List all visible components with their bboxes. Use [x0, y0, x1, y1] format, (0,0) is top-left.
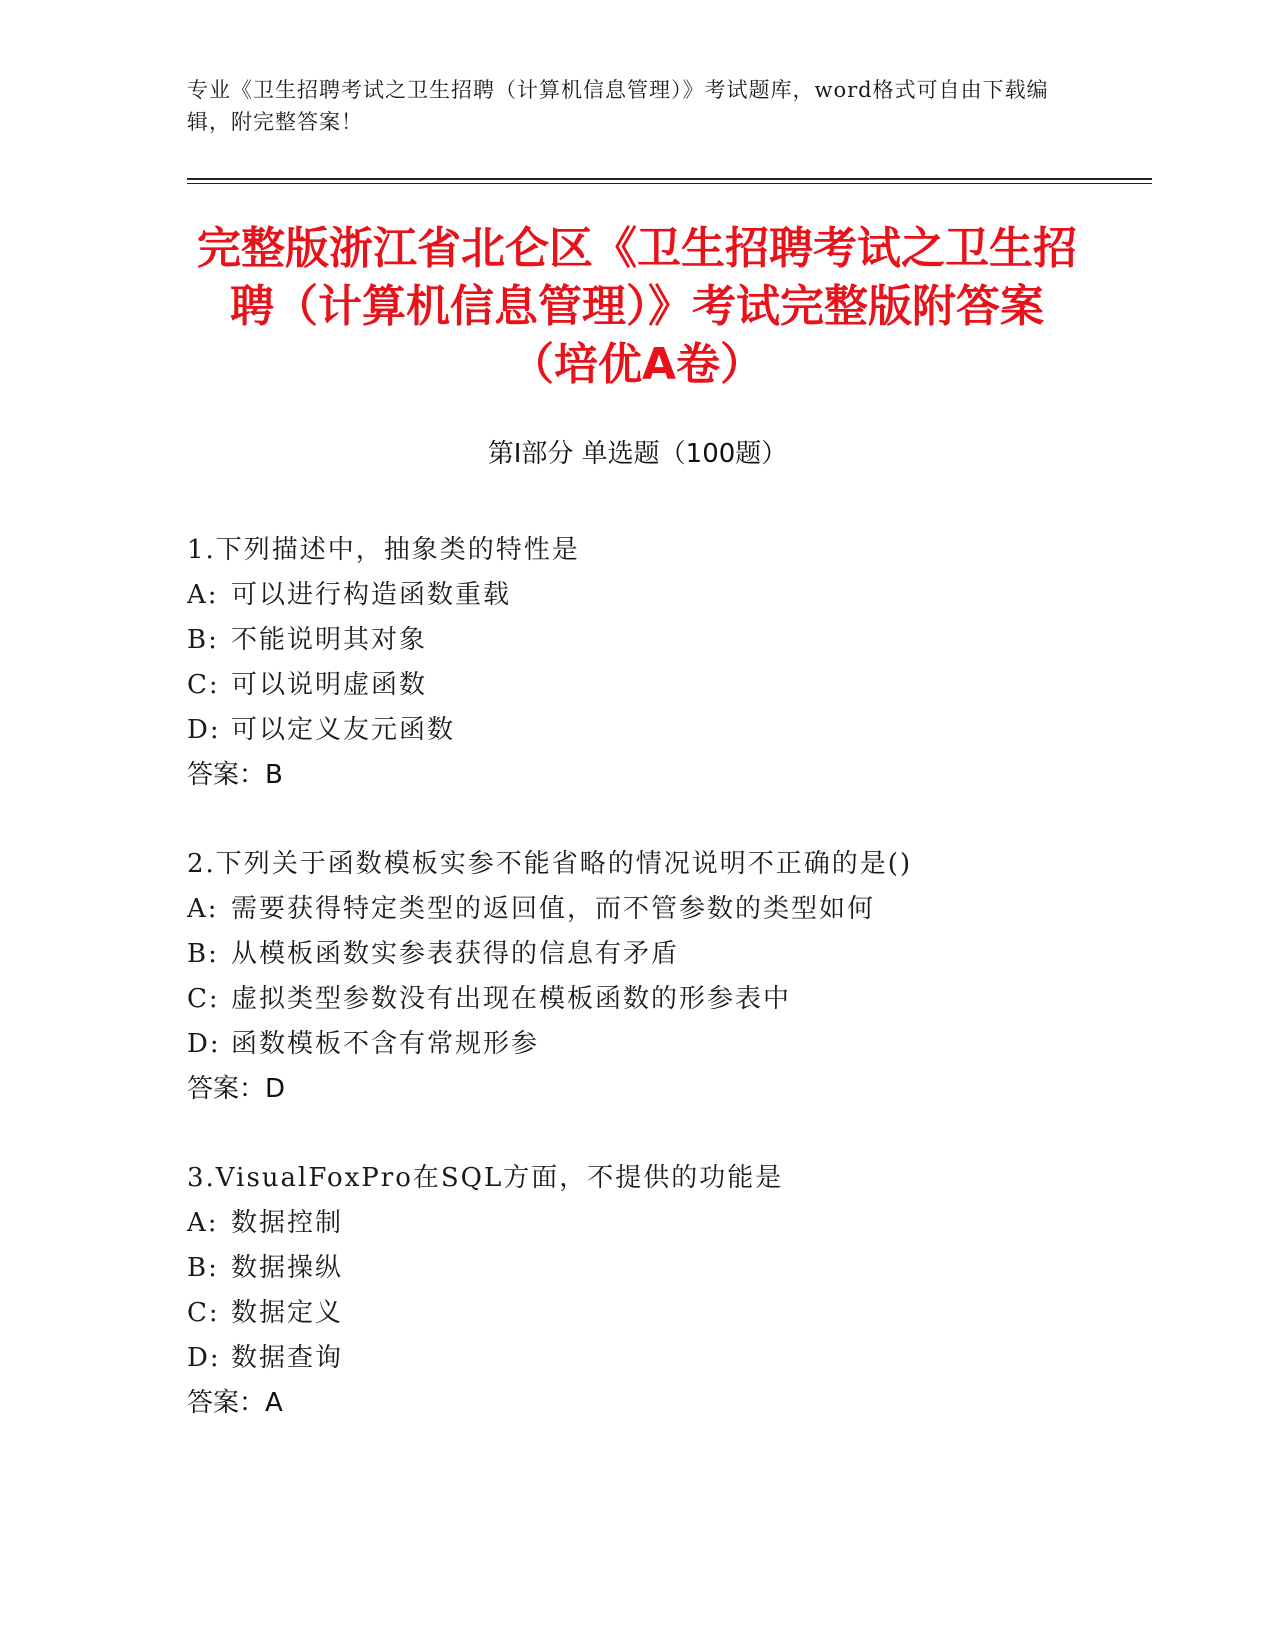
option-letter: A: [187, 580, 219, 610]
option-letter: D: [187, 1029, 221, 1059]
option-b [187, 1246, 1087, 1291]
option-c [187, 977, 1087, 1022]
answer-text: 答案：B [187, 760, 283, 790]
option-letter: D: [187, 715, 221, 745]
header-note: 专业《卫生招聘考试之卫生招聘（计算机信息管理）》考试题库，word格式可自由下载编辑，附完整答案！ [187, 78, 1049, 134]
option-b [187, 932, 1087, 977]
option-c [187, 1291, 1087, 1336]
question-3 [187, 1156, 1087, 1426]
answer-text: 答案：D [187, 1074, 286, 1104]
option-text: 不能说明其对象 [231, 625, 428, 655]
header-rule-thin [187, 183, 1152, 184]
option-text: 数据定义 [231, 1298, 344, 1328]
option-d [187, 1022, 1087, 1067]
question-text: 2.下列关于函数模板实参不能省略的情况说明不正确的是() [187, 849, 913, 879]
option-text: 可以定义友元函数 [231, 715, 456, 745]
option-text: 需要获得特定类型的返回值，而不管参数的类型如何 [231, 894, 876, 924]
header-rule-thick [187, 178, 1152, 180]
option-letter: B: [187, 625, 219, 655]
option-letter: B: [187, 939, 219, 969]
option-b [187, 618, 1087, 663]
option-letter: A: [187, 894, 219, 924]
option-c [187, 663, 1087, 708]
option-letter: D: [187, 1343, 221, 1373]
question-list [187, 528, 1087, 1470]
question-text: 3.VisualFoxPro在SQL方面，不提供的功能是 [187, 1163, 784, 1193]
answer-text: 答案：A [187, 1388, 283, 1418]
option-letter: A: [187, 1208, 219, 1238]
option-a [187, 1201, 1087, 1246]
option-text: 虚拟类型参数没有出现在模板函数的形参表中 [231, 984, 792, 1014]
question-2 [187, 842, 1087, 1112]
option-text: 从模板函数实参表获得的信息有矛盾 [231, 939, 680, 969]
option-text: 数据控制 [231, 1208, 344, 1238]
option-text: 可以说明虚函数 [231, 670, 428, 700]
option-letter: C: [187, 1298, 220, 1328]
option-d [187, 708, 1087, 753]
option-a [187, 887, 1087, 932]
option-d [187, 1336, 1087, 1381]
option-letter: C: [187, 984, 220, 1014]
option-letter: B: [187, 1253, 219, 1283]
option-text: 数据操纵 [231, 1253, 344, 1283]
option-text: 可以进行构造函数重载 [231, 580, 512, 610]
option-text: 数据查询 [231, 1343, 344, 1373]
question-text: 1.下列描述中，抽象类的特性是 [187, 535, 580, 565]
option-a [187, 573, 1087, 618]
section-title: 第Ⅰ部分 单选题（100题） [487, 439, 788, 469]
question-1 [187, 528, 1087, 798]
option-letter: C: [187, 670, 220, 700]
option-text: 函数模板不含有常规形参 [231, 1029, 540, 1059]
document-title: 完整版浙江省北仑区《卫生招聘考试之卫生招聘（计算机信息管理）》考试完整版附答案（培优A卷） [197, 223, 1077, 390]
